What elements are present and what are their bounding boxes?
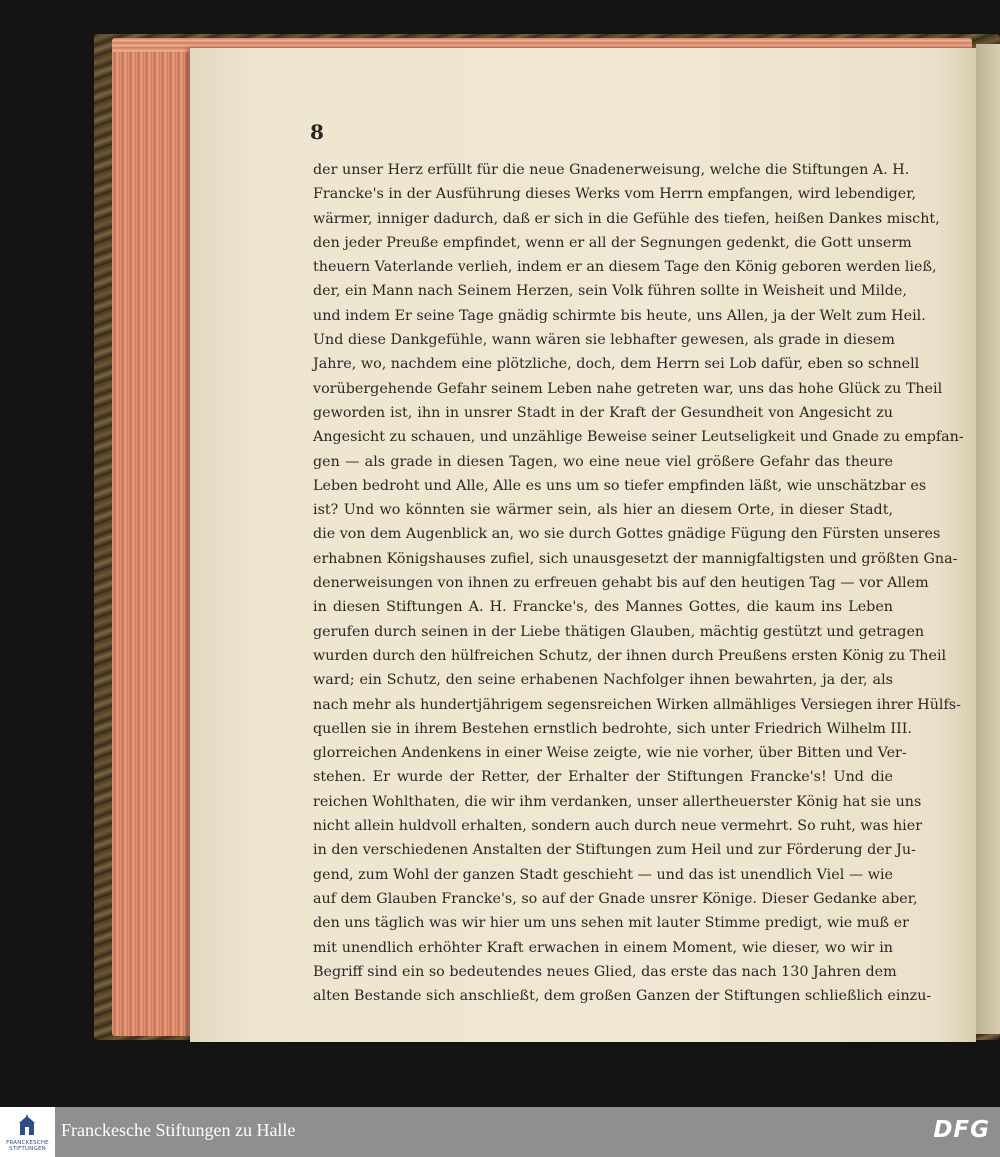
text-line: der unser Herz erfüllt für die neue Gnadenerweisung, welche die Stiftungen A. H. bbox=[313, 162, 910, 178]
building-logo-icon bbox=[19, 1115, 35, 1137]
logo-text bbox=[0, 1140, 55, 1152]
logo-text-line1: FRANCKESCHE bbox=[6, 1140, 49, 1146]
text-line: wärmer, inniger dadurch, daß er sich in die Gefühle des tiefen, heißen Dankes mischt, bbox=[313, 210, 940, 227]
page-edges-left bbox=[112, 40, 202, 1036]
text-line: mit unendlich erhöhter Kraft erwachen in einem Moment, wie dieser, wo wir in bbox=[313, 939, 893, 956]
text-line: Francke's in der Ausführung dieses Werks vom Herrn empfangen, wird lebendiger, bbox=[313, 186, 917, 203]
page-body-text bbox=[313, 158, 964, 1008]
footer-institution-title[interactable]: Franckesche Stiftungen zu Halle bbox=[61, 1120, 296, 1140]
text-line: denerweisungen von ihnen zu erfreuen gehabt bis auf den heutigen Tag — vor Allem bbox=[313, 575, 929, 592]
text-line: alten Bestande sich anschließt, dem großen Ganzen der Stiftungen schließlich einzu- bbox=[313, 988, 932, 1005]
text-line: nach mehr als hundertjährigem segensreichen Wirken allmähliges Versiegen ihrer Hülfs- bbox=[313, 696, 961, 713]
text-line: ward; ein Schutz, den seine erhabenen Nachfolger ihnen bewahrten, ja der, als bbox=[313, 672, 893, 689]
dfg-logo[interactable]: DFG bbox=[933, 1117, 990, 1143]
text-line: Und diese Dankgefühle, wann wären sie lebhafter gewesen, als grade in diesem bbox=[313, 332, 895, 349]
text-line: reichen Wohlthaten, die wir ihm verdanken, unser allertheuerster König hat sie uns bbox=[313, 793, 922, 810]
text-line: gend, zum Wohl der ganzen Stadt geschieht — und das ist unendlich Viel — wie bbox=[313, 866, 893, 883]
text-line: Jahre, wo, nachdem eine plötzliche, doch, dem Herrn sei Lob dafür, eben so schnell bbox=[313, 356, 920, 373]
text-line: den jeder Preuße empfindet, wenn er all der Segnungen gedenkt, die Gott unserm bbox=[313, 234, 912, 251]
text-line: Angesicht zu schauen, und unzählige Beweise seiner Leutseligkeit und Gnade zu empfan- bbox=[313, 429, 964, 446]
text-line: geworden ist, ihn in unsrer Stadt in der Kraft der Gesundheit von Angesicht zu bbox=[313, 404, 893, 421]
text-line: Begriff sind ein so bedeutendes neues Glied, das erste das nach 130 Jahren dem bbox=[313, 963, 897, 980]
text-line: stehen. Er wurde der Retter, der Erhalter der Stiftungen Francke's! Und die bbox=[313, 769, 893, 786]
text-line: vorübergehende Gefahr seinem Leben nahe getreten war, uns das hohe Glück zu Theil bbox=[313, 380, 943, 397]
text-line: theuern Vaterlande verlieh, indem er an diesem Tage den König geboren werden ließ, bbox=[313, 259, 937, 276]
logo-text-line2: STIFTUNGEN bbox=[9, 1146, 46, 1152]
text-line: wurden durch den hülfreichen Schutz, der ihnen durch Preußens ersten König zu Theil bbox=[313, 647, 947, 664]
next-page-edge bbox=[976, 44, 1000, 1034]
text-line: und indem Er seine Tage gnädig schirmte bis heute, uns Allen, ja der Welt zum Heil. bbox=[313, 307, 926, 324]
text-line: ist? Und wo könnten sie wärmer sein, als hier an diesem Orte, in dieser Stadt, bbox=[313, 502, 893, 519]
text-line: glorreichen Andenkens in einer Weise zeigte, wie nie vorher, über Bitten und Ver- bbox=[313, 745, 907, 762]
text-line: in diesen Stiftungen A. H. Francke's, des Mannes Gottes, die kaum ins Leben bbox=[313, 599, 893, 616]
text-line: Leben bedroht und Alle, Alle es uns um so tiefer empfinden läßt, wie unschätzbar es bbox=[313, 477, 927, 494]
text-line: gerufen durch seinen in der Liebe thätigen Glauben, mächtig gestützt und getragen bbox=[313, 623, 925, 640]
text-line: gen — als grade in diesen Tagen, wo eine neue viel größere Gefahr das theure bbox=[313, 453, 893, 470]
text-line: erhabnen Königshauses zufiel, sich unausgesetzt der mannigfaltigsten und größten Gna- bbox=[313, 550, 958, 567]
text-line: auf dem Glauben Francke's, so auf der Gnade unsrer Könige. Dieser Gedanke aber, bbox=[313, 890, 918, 907]
text-line: den uns täglich was wir hier um uns sehen mit lauter Stimme predigt, wie muß er bbox=[313, 915, 909, 932]
text-line: nicht allein huldvoll erhalten, sondern auch durch neue vermehrt. So ruht, was hier bbox=[313, 818, 923, 835]
text-line: die von dem Augenblick an, wo sie durch Gottes gnädige Fügung den Fürsten unseres bbox=[313, 526, 941, 543]
footer-bar bbox=[0, 1107, 1000, 1157]
text-line: quellen sie in ihrem Bestehen ernstlich bedrohte, sich unter Friedrich Wilhelm III. bbox=[313, 720, 912, 737]
institution-logo[interactable] bbox=[0, 1107, 55, 1157]
text-line: in den verschiedenen Anstalten der Stiftungen zum Heil und zur Förderung der Ju- bbox=[313, 842, 916, 859]
page-number: 8 bbox=[310, 120, 324, 144]
text-line: der, ein Mann nach Seinem Herzen, sein Volk führen sollte in Weisheit und Milde, bbox=[313, 283, 907, 300]
